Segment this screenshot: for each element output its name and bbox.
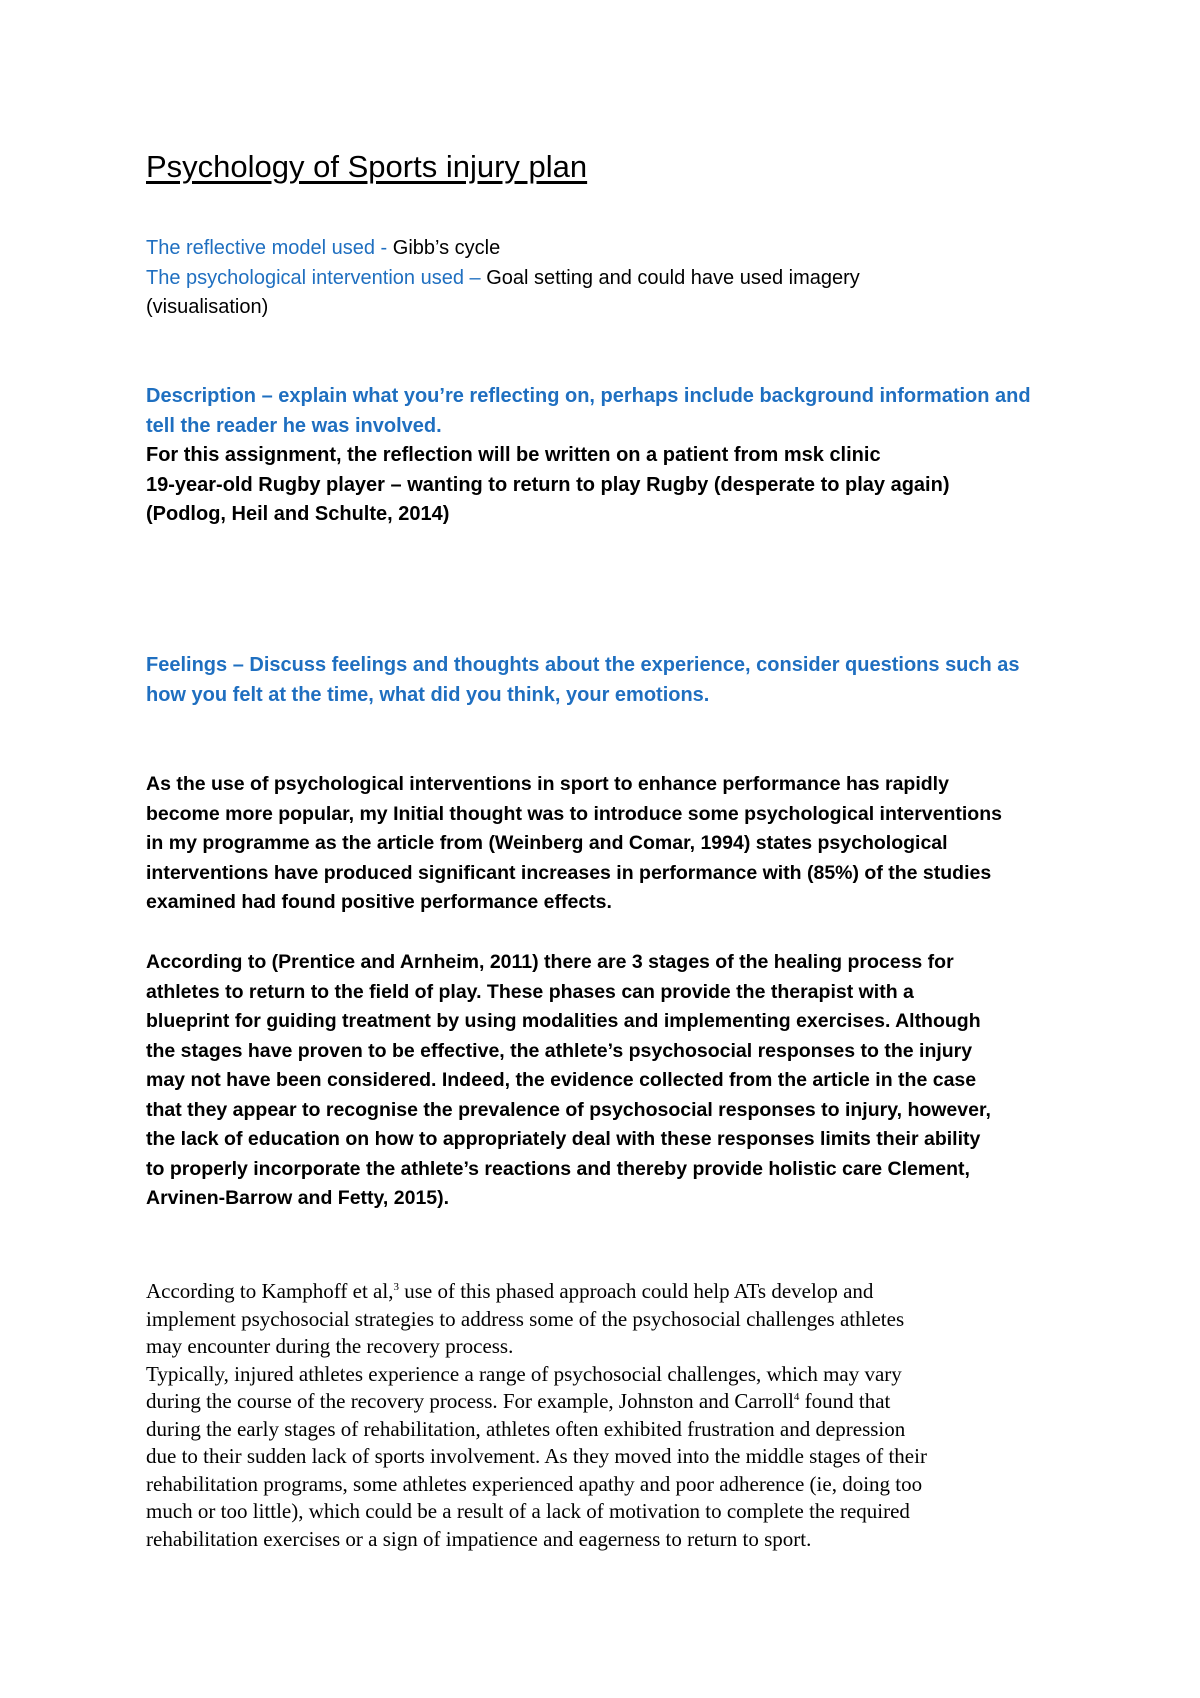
paragraph-line: the stages have proven to be effective, the athlete’s psychosocial responses to the injury (146, 1039, 973, 1062)
paragraph-text: found that (799, 1389, 891, 1413)
description-section (146, 382, 1066, 530)
paragraph-line: Arvinen-Barrow and Fetty, 2015). (146, 1187, 450, 1209)
paragraph-line: become more popular, my Initial thought was to introduce some psychological interventions (146, 802, 1002, 825)
reflective-model-line (146, 234, 1066, 264)
description-line: (Podlog, Heil and Schulte, 2014) (146, 503, 450, 525)
paragraph-line: examined had found positive performance effects. (146, 891, 612, 913)
feelings-heading-line2: how you felt at the time, what did you think, your emotions. (146, 683, 710, 706)
intervention-line (146, 264, 1066, 294)
paragraph-line: Typically, injured athletes experience a range of psychosocial challenges, which may vary (146, 1361, 902, 1386)
description-line: For this assignment, the reflection will be written on a patient from msk clinic (146, 444, 881, 466)
paragraph-text: According to Kamphoff et al, (146, 1279, 394, 1303)
feelings-section (146, 651, 1066, 710)
description-heading-line1: Description – explain what you’re reflecting on, perhaps include background information and (146, 385, 1031, 407)
paragraph-line: may not have been considered. Indeed, the evidence collected from the article in the case (146, 1069, 977, 1091)
paragraph-line: much or too little), which could be a result of a lack of motivation to complete the required (146, 1499, 910, 1523)
paragraph-kamphoff (146, 1278, 1066, 1553)
paragraph-line: As the use of psychological interventions in sport to enhance performance has rapidly (146, 773, 949, 795)
intervention-label: The psychological intervention used – (146, 266, 487, 289)
paragraph-line: interventions have produced significant increases in performance with (85%) of the studies (146, 861, 992, 884)
model-section (146, 234, 1066, 323)
paragraph-line: the lack of education on how to appropriately deal with these responses limits their ability (146, 1128, 981, 1150)
reflective-model-label: The reflective model used - (146, 237, 393, 259)
paragraph-line: blueprint for guiding treatment by using modalities and implementing exercises. Although (146, 1010, 981, 1032)
paragraph-line: athletes to return to the field of play. These phases can provide the therapist with a (146, 980, 914, 1003)
document-title: Psychology of Sports injury plan (146, 149, 588, 184)
paragraph-line: in my programme as the article from (Weinberg and Comar, 1994) states psychological (146, 832, 948, 854)
paragraph-line (146, 1388, 1066, 1416)
feelings-heading-line1: Feelings – Discuss feelings and thoughts about the experience, consider questions such as (146, 654, 1020, 676)
paragraph-line: implement psychosocial strategies to address some of the psychosocial challenges athletes (146, 1306, 905, 1331)
paragraph-line: due to their sudden lack of sports involvement. As they moved into the middle stages of their (146, 1444, 927, 1468)
description-line: 19-year-old Rugby player – wanting to return to play Rugby (desperate to play again) (146, 473, 950, 496)
paragraph-line: rehabilitation programs, some athletes experienced apathy and poor adherence (ie, doing too (146, 1471, 923, 1496)
paragraph-line (146, 1278, 1066, 1306)
reflective-model-value: Gibb’s cycle (392, 237, 501, 259)
paragraph-line: to properly incorporate the athlete’s reactions and thereby provide holistic care Clement, (146, 1157, 970, 1180)
paragraph-line: rehabilitation exercises or a sign of impatience and eagerness to return to sport. (146, 1526, 812, 1551)
footnote-reference: 4 (793, 1391, 800, 1403)
paragraph-line: may encounter during the recovery process. (146, 1334, 514, 1358)
paragraph-text: use of this phased approach could help ATs develop and (398, 1279, 874, 1303)
intervention-value-continued: (visualisation) (146, 296, 269, 318)
paragraph-interventions (146, 770, 1066, 918)
description-heading-line2: tell the reader he was involved. (146, 414, 442, 437)
paragraph-text: during the course of the recovery process. For example, Johnston and Carroll (146, 1389, 794, 1413)
paragraph-line: that they appear to recognise the prevalence of psychosocial responses to injury, however, (146, 1098, 991, 1121)
paragraph-healing-stages (146, 948, 1066, 1214)
footnote-reference: 3 (393, 1281, 399, 1293)
intervention-value: Goal setting and could have used imagery (486, 266, 860, 289)
paragraph-line: According to (Prentice and Arnheim, 2011) there are 3 stages of the healing process for (146, 951, 954, 973)
paragraph-line: during the early stages of rehabilitation, athletes often exhibited frustration and depression (146, 1416, 906, 1441)
